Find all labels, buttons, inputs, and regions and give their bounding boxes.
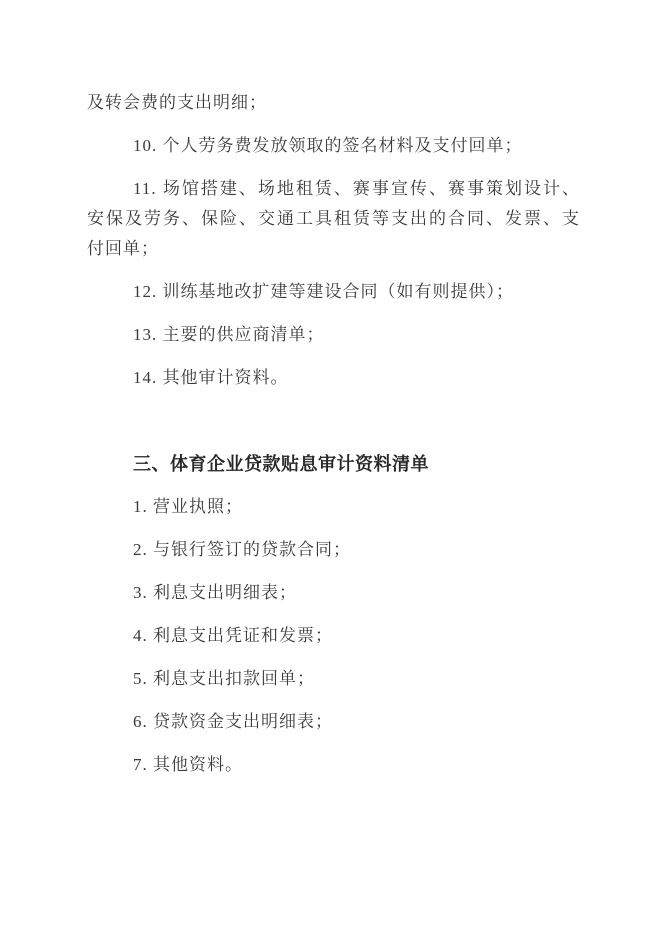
document-content: [87, 88, 580, 793]
text-line: 12. 训练基地改扩建等建设合同（如有则提供）；: [133, 282, 514, 301]
paragraph: [87, 131, 580, 161]
paragraph: [87, 174, 580, 264]
paragraph: [87, 363, 580, 393]
paragraph: [87, 277, 580, 307]
paragraph: [87, 664, 580, 694]
text-line: 14. 其他审计资料。: [133, 368, 289, 387]
text-line: 付回单；: [87, 239, 159, 258]
text-line: 1. 营业执照；: [133, 497, 243, 516]
paragraph: [87, 750, 580, 780]
paragraph: [87, 88, 580, 118]
text-line: 及转会费的支出明细；: [87, 93, 267, 112]
text-line: 3. 利息支出明细表；: [133, 583, 297, 602]
paragraph: [87, 320, 580, 350]
paragraph: [87, 621, 580, 651]
text-line: 13. 主要的供应商清单；: [133, 325, 325, 344]
text-line: 2. 与银行签订的贷款合同；: [133, 540, 351, 559]
text-line: 7. 其他资料。: [133, 755, 243, 774]
paragraph: [87, 578, 580, 608]
blank-line: [87, 406, 580, 436]
text-line: 5. 利息支出扣款回单；: [133, 669, 315, 688]
text-line: 4. 利息支出凭证和发票；: [133, 626, 333, 645]
text-line: 11. 场馆搭建、场地租赁、赛事宣传、赛事策划设计、: [133, 179, 580, 198]
paragraph: [87, 535, 580, 565]
text-line: 安保及劳务、保险、交通工具租赁等支出的合同、发票、支: [87, 209, 580, 228]
text-line: 10. 个人劳务费发放领取的签名材料及支付回单；: [133, 136, 523, 155]
paragraph: [87, 707, 580, 737]
section-heading: [87, 449, 580, 479]
text-line: 三、体育企业贷款贴息审计资料清单: [133, 454, 429, 474]
paragraph: [87, 492, 580, 522]
text-line: 6. 贷款资金支出明细表；: [133, 712, 333, 731]
